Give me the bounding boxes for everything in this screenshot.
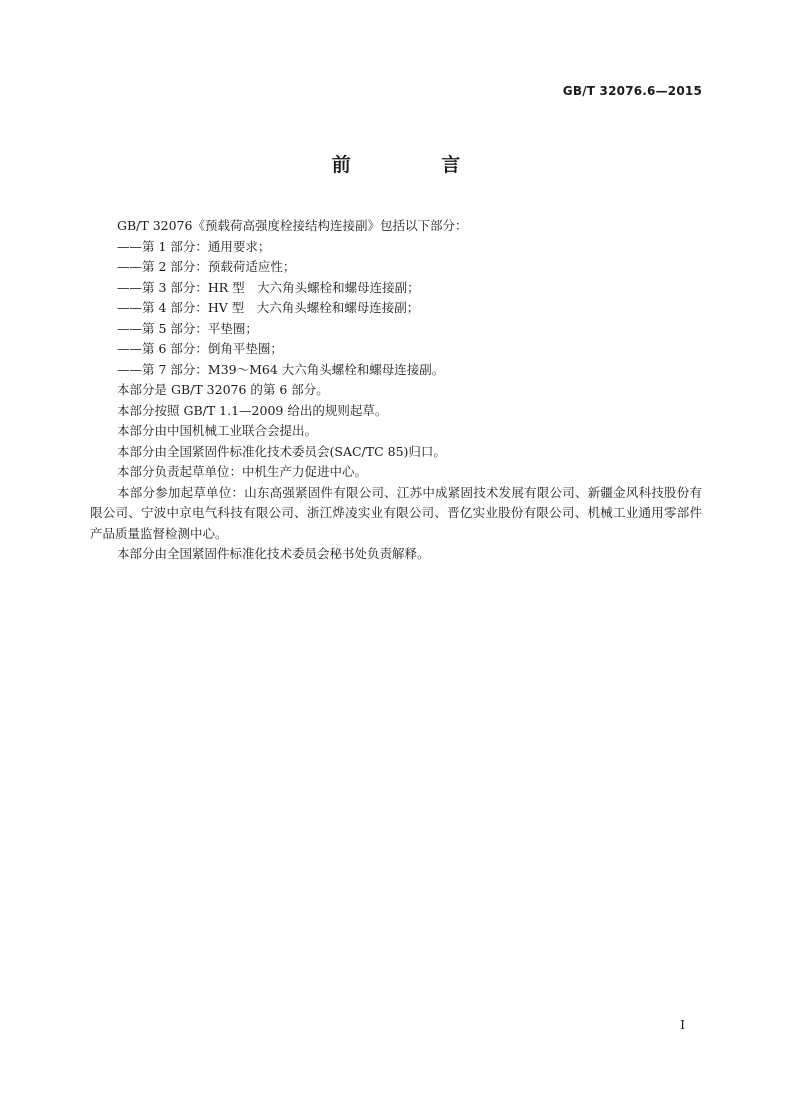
page-title: 前 言 bbox=[331, 154, 503, 176]
part-list-item: ——第 1 部分：通用要求； bbox=[117, 238, 271, 254]
statement-paragraph: 本部分是 GB/T 32076 的第 6 部分。 bbox=[117, 382, 329, 397]
part-list-item: ——第 2 部分：预载荷适应性； bbox=[117, 259, 296, 274]
part-list-item: ——第 6 部分：倒角平垫圈； bbox=[117, 341, 283, 356]
part-list-item: ——第 3 部分：HR 型 大六角头螺栓和螺母连接副； bbox=[117, 279, 420, 295]
page-number: Ⅰ bbox=[680, 1018, 685, 1032]
statement-paragraph: 本部分由中国机械工业联合会提出。 bbox=[117, 423, 318, 438]
interpretation-paragraph: 本部分由全国紧固件标准化技术委员会秘书处负责解释。 bbox=[117, 546, 430, 561]
statement-paragraph: 本部分由全国紧固件标准化技术委员会(SAC/TC 85)归口。 bbox=[117, 443, 446, 459]
part-list-item: ——第 7 部分：M39～M64 大六角头螺栓和螺母连接副。 bbox=[117, 361, 445, 377]
intro-paragraph: GB/T 32076《预载荷高强度栓接结构连接副》包括以下部分： bbox=[117, 218, 468, 233]
document-body bbox=[90, 216, 702, 565]
part-list-item: ——第 5 部分：平垫圈； bbox=[117, 320, 258, 336]
statement-paragraph: 本部分负责起草单位：中机生产力促进中心。 bbox=[117, 464, 368, 479]
statement-paragraph: 本部分按照 GB/T 1.1—2009 给出的规则起草。 bbox=[117, 402, 388, 418]
participants-paragraph: 本部分参加起草单位：山东高强紧固件有限公司、江苏中成紧固技术发展有限公司、新疆金风科技股份有限公司、宁波中京电气科技有限公司、浙江烨凌实业有限公司、晋亿实业股份有限公司、机械工业通用零部件产品质量监督检测中心。 bbox=[90, 484, 702, 541]
standard-number: GB/T 32076.6—2015 bbox=[562, 84, 702, 98]
part-list-item: ——第 4 部分：HV 型 大六角头螺栓和螺母连接副； bbox=[117, 300, 420, 315]
